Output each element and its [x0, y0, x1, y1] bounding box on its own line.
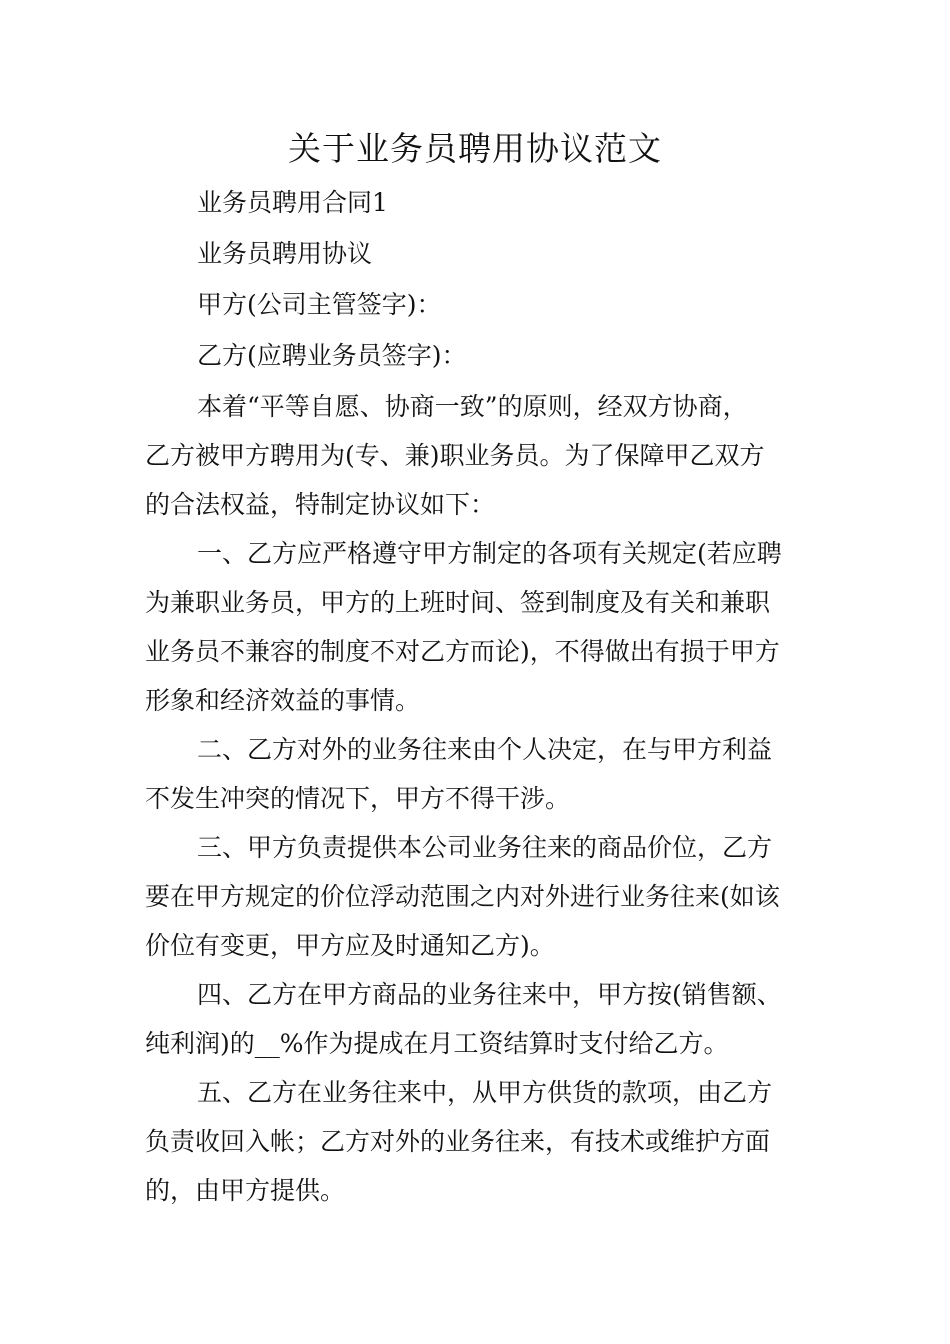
paragraph-line: 要在甲方规定的价位浮动范围之内对外进行业务往来(如该	[145, 882, 780, 911]
paragraph-line: 四、乙方在甲方商品的业务往来中，甲方按(销售额、	[197, 980, 782, 1009]
paragraph-line: 不发生冲突的情况下，甲方不得干涉。	[145, 784, 571, 813]
paragraph-line: 二、乙方对外的业务往来由个人决定，在与甲方利益	[197, 735, 773, 764]
paragraph-preamble	[145, 382, 810, 529]
paragraph-clause-3	[145, 823, 810, 970]
header-line-party-b: 乙方(应聘业务员签字)：	[197, 341, 467, 370]
document-body	[145, 178, 810, 1215]
paragraph-line: 纯利润)的__%作为提成在月工资结算时支付给乙方。	[145, 1029, 729, 1058]
paragraph-line: 的合法权益，特制定协议如下：	[145, 490, 496, 519]
paragraph-line: 形象和经济效益的事情。	[145, 686, 421, 715]
paragraph-clause-5	[145, 1068, 810, 1215]
paragraph-line: 价位有变更，甲方应及时通知乙方)。	[145, 931, 555, 960]
header-line-agreement-name: 业务员聘用协议	[197, 239, 373, 268]
paragraph-line: 本着“平等自愿、协商一致”的原则，经双方协商，	[197, 392, 748, 421]
paragraph-clause-4	[145, 970, 810, 1068]
paragraph-line: 为兼职业务员，甲方的上班时间、签到制度及有关和兼职	[145, 588, 771, 617]
document-title: 关于业务员聘用协议范文	[288, 129, 662, 168]
header-line-contract-number: 业务员聘用合同1	[197, 188, 388, 217]
paragraph-clause-2	[145, 725, 810, 823]
paragraph-line: 五、乙方在业务往来中，从甲方供货的款项，由乙方	[197, 1078, 773, 1107]
paragraph-line: 的，由甲方提供。	[145, 1176, 346, 1205]
paragraph-line: 乙方被甲方聘用为(专、兼)职业务员。为了保障甲乙双方	[145, 441, 765, 470]
paragraph-line: 三、甲方负责提供本公司业务往来的商品价位，乙方	[197, 833, 773, 862]
header-line-party-a: 甲方(公司主管签字)：	[197, 290, 442, 319]
paragraph-line: 负责收回入帐；乙方对外的业务往来，有技术或维护方面	[145, 1127, 771, 1156]
paragraph-clause-1	[145, 529, 810, 725]
paragraph-line: 一、乙方应严格遵守甲方制定的各项有关规定(若应聘	[197, 539, 782, 568]
paragraph-line: 业务员不兼容的制度不对乙方而论)，不得做出有损于甲方	[145, 637, 780, 666]
